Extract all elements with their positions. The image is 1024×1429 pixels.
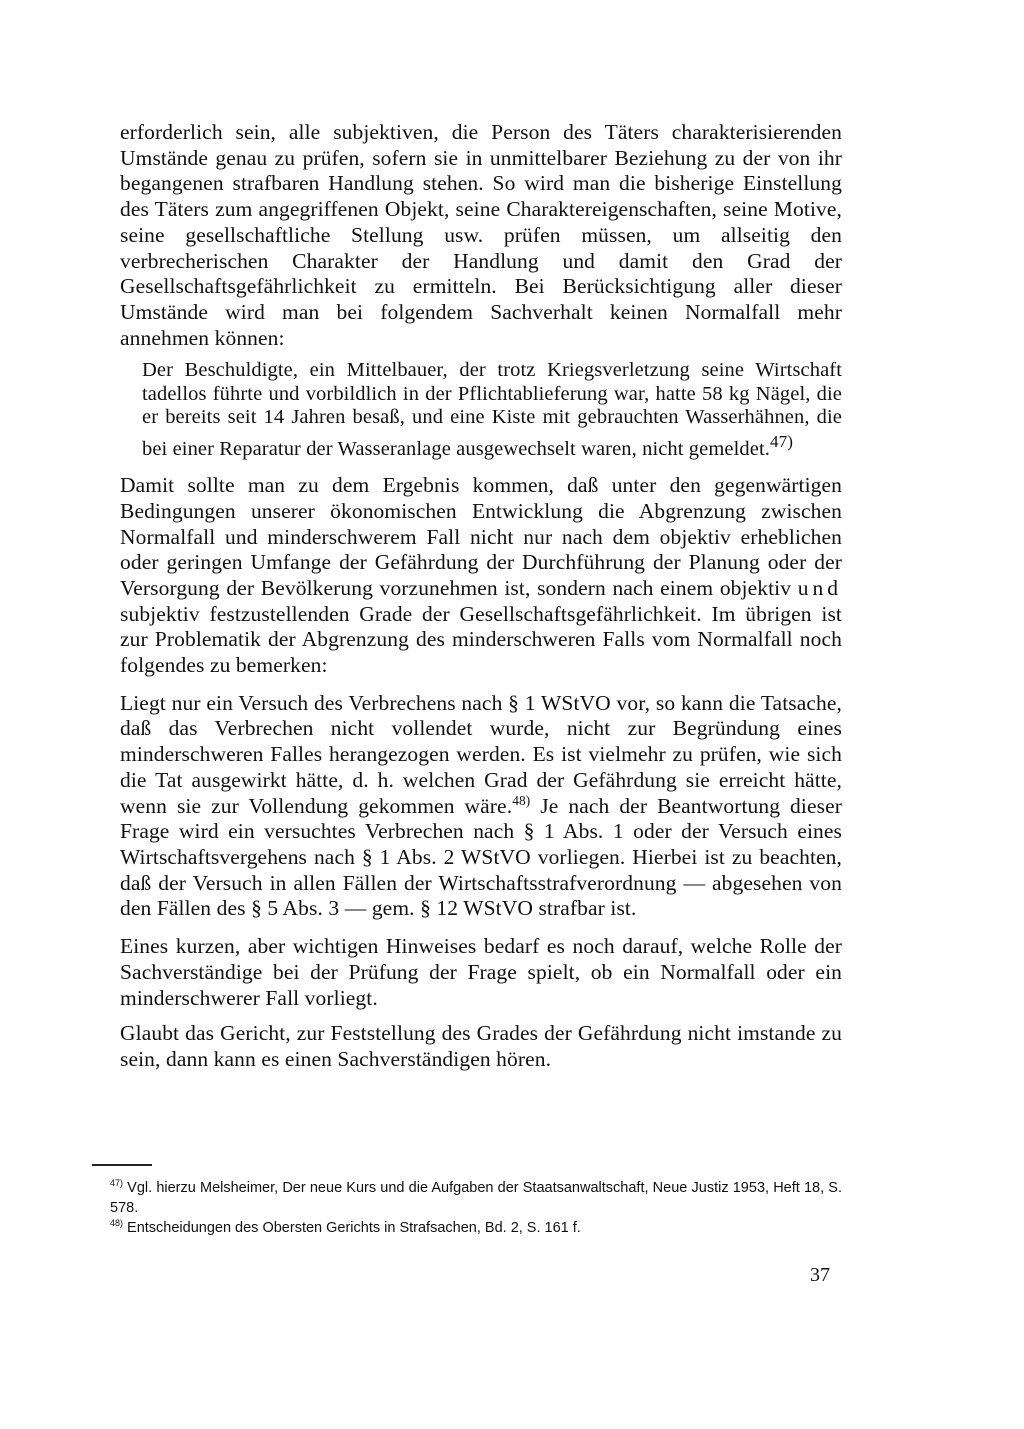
paragraph-4	[120, 934, 842, 1011]
page-number: 37	[810, 1264, 830, 1286]
paragraph-5-text: Glaubt das Gericht, zur Feststellung des Grades der Gefährdung nicht imstande zu sein, dann kann es einen Sachverständigen hören.	[120, 1021, 842, 1071]
paragraph-2	[120, 473, 842, 679]
footnote-text: Entscheidungen des Obersten Gerichts in Strafsachen, Bd. 2, S. 161 f.	[123, 1220, 581, 1236]
paragraph-3-text-a: Liegt nur ein Versuch des Verbrechens nach § 1 WStVO vor, so kann die Tatsache, daß das Verbrechen nicht vollendet wurde, nicht zur Begründung eines minderschweren Falles herangezogen werden. Es ist vielmehr zu prüfen, wie sich die Tat ausgewirkt hätte, d. h. welchen Grad der Gefährdung sie erreicht hätte, wenn sie zur Vollendung gekommen wäre.	[120, 690, 842, 818]
footnote-48	[110, 1218, 842, 1238]
emphasis-und: und	[797, 575, 842, 600]
footnote-ref-48: 48)	[512, 792, 531, 808]
paragraph-1-text: erforderlich sein, alle subjektiven, die Person des Täters charakterisierenden Umstände genau zu prüfen, sofern sie in unmittelbarer Beziehung zu der von ihr begangenen strafbaren Handlung stehen. So wird man die bisherige Einstellung des Täters zum angegriffenen Objekt, seine Charaktereigenschaften, seine Motive, seine gesellschaftliche Stellung usw. prüfen müssen, um allseitig den verbrecherischen Charakter der Handlung und damit den Grad der Gesellschaftsgefährlichkeit zu ermitteln. Bei Berücksichtigung aller dieser Umstände wird man bei folgendem Sachverhalt keinen Normalfall mehr annehmen können:	[120, 120, 842, 350]
paragraph-3-text-b: Je nach der Beantwortung dieser Frage wird ein versuchtes Verbrechen nach § 1 Abs. 1 oder der Versuch eines Wirtschaftsvergehens nach § 1 Abs. 2 WStVO vorliegen. Hierbei ist zu beachten, daß der Versuch in allen Fällen der Wirtschaftsstrafverordnung — abgesehen von den Fällen des § 5 Abs. 3 — gem. § 12 WStVO strafbar ist.	[120, 793, 842, 921]
footnote-ref-47: 47)	[769, 431, 794, 451]
paragraph-2-text-b: subjektiv festzustellenden Grade der Gesellschaftsgefährlichkeit. Im übrigen ist zur Problematik der Abgrenzung des minderschweren Falls vom Normalfall noch folgendes zu bemerken:	[120, 601, 842, 678]
quote-text: Der Beschuldigte, ein Mittelbauer, der trotz Kriegsverletzung seine Wirtschaft tadellos führte und vorbildlich in der Pflichtablieferung war, hatte 58 kg Nägel, die er bereits seit 14 Jahren besaß, und eine Kiste mit gebrauchten Wasserhähnen, die bei einer Reparatur der Wasseranlage ausgewechselt waren, nicht gemeldet.	[142, 359, 842, 460]
paragraph-1	[120, 120, 842, 351]
paragraph-4-text: Eines kurzen, aber wichtigen Hinweises bedarf es noch darauf, welche Rolle der Sachverständige bei der Prüfung der Frage spielt, ob ein Normalfall oder ein minderschwerer Fall vorliegt.	[120, 934, 842, 1010]
footnote-47	[110, 1178, 842, 1218]
paragraph-5	[120, 1021, 842, 1072]
footnote-mark: 48)	[110, 1218, 123, 1229]
main-text	[120, 120, 842, 1073]
case-example-quote	[142, 359, 842, 461]
footnote-text: Vgl. hierzu Melsheimer, Der neue Kurs und die Aufgaben der Staatsanwaltschaft, Neue Justiz 1953, Heft 18, S. 578.	[110, 1180, 842, 1216]
footnotes	[110, 1178, 842, 1238]
footnote-separator	[92, 1164, 152, 1166]
paragraph-2-text-a: Damit sollte man zu dem Ergebnis kommen, daß unter den gegenwärtigen Bedingungen unserer ökonomischen Entwicklung die Abgrenzung zwischen Normalfall und minderschwerem Fall nicht nur nach dem objektiv erheblichen oder geringen Umfange der Gefährdung der Durchführung der Planung oder der Versorgung der Bevölkerung vorzunehmen ist, sondern nach einem objektiv	[120, 473, 842, 600]
footnote-mark: 47)	[110, 1178, 123, 1189]
paragraph-3	[120, 691, 842, 922]
